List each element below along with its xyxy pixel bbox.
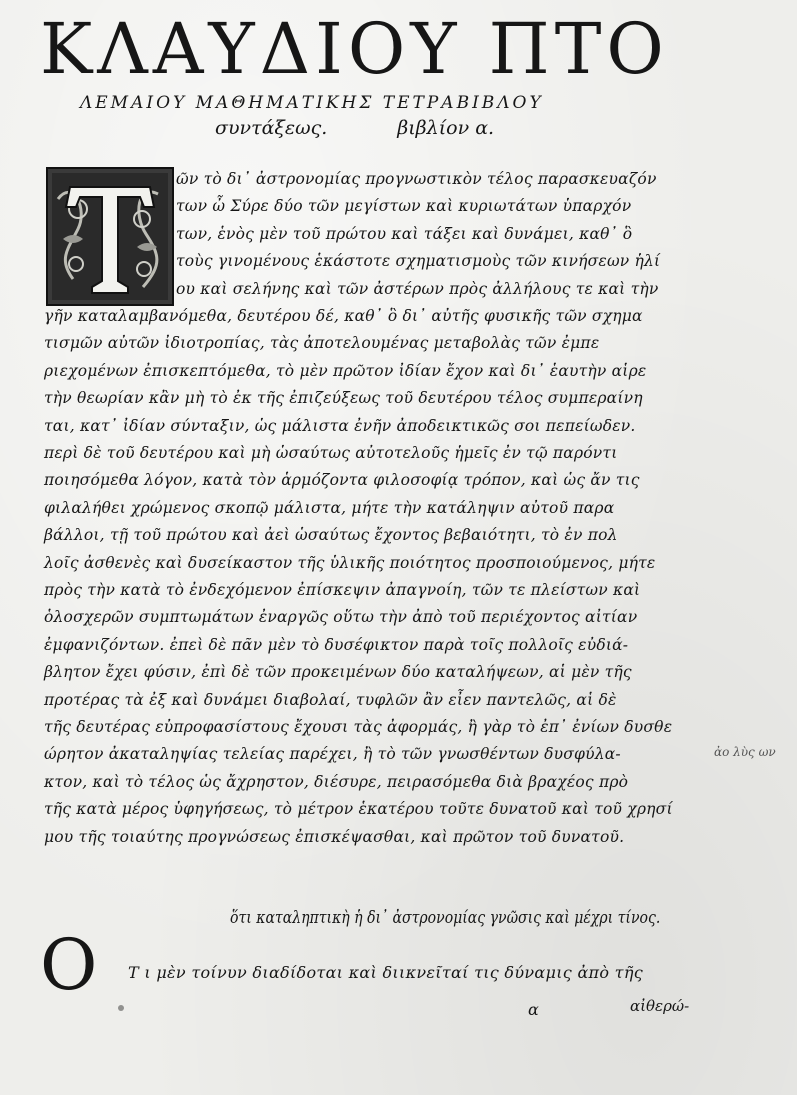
letter-glyph — [48, 169, 172, 304]
book-designation — [215, 117, 494, 139]
text-line: μου τῆς τοιαύτης προγνώσεως ἐπισκέψασθαι, καὶ πρῶτον τοῦ δυνατοῦ. — [44, 827, 625, 846]
text-line: τῆς δευτέρας εὐπροφασίστους ἔχουσι τὰς ἀφορμάς, ἢ γὰρ τὸ ἐπ᾽ ἐνίων δυσθε — [44, 718, 673, 736]
text-line: ται, κατ᾽ ἰδίαν σύνταξιν, ὡς μάλιστα ἐνῆν ἀποδεικτικῶς σοι πεπείωδεν. — [44, 416, 636, 435]
section-heading: ὅτι καταληπτικὴ ἡ δι᾽ ἀστρονομίας γνῶσις καὶ μέχρι τίνος. — [230, 908, 661, 928]
text-line: λοῖς ἀσθενὲς καὶ δυσείκαστον τῆς ὑλικῆς ποιότητος προσποιούμενος, μήτε — [44, 553, 656, 572]
text-line: ῶν τὸ δι᾽ ἀστρονομίας προγνωστικὸν τέλος παρασκευαζόν — [176, 170, 657, 188]
text-line: τισμῶν αὐτῶν ἰδιοτροπίας, τὰς ἀποτελουμένας μεταβολὰς τῶν ἐμπε — [44, 334, 600, 353]
book-word: βιβλίον α. — [397, 117, 495, 139]
text-line: πρὸς τὴν κατὰ τὸ ἐνδεχόμενον ἐπίσκεψιν ἀπαγνοίη, τῶν τε πλείστων καὶ — [44, 581, 641, 599]
text-line: κτον, καὶ τὸ τέλος ὡς ἄχρηστον, διέσυρε, πειρασόμεθα διὰ βραχέος πρὸ — [44, 772, 629, 791]
margin-note: ἀο λὺς ων — [714, 745, 776, 759]
text-line: τοὺς γινομένους ἑκάστοτε σχηματισμοὺς τῶν κινήσεων ἡλί — [176, 252, 661, 271]
text-line: τὴν θεωρίαν κἂν μὴ τὸ ἐκ τῆς ἐπιζεύξεως τοῦ δευτέρου τέλος συμπεραίνη — [44, 389, 643, 408]
text-line: περὶ δὲ τοῦ δευτέρου καὶ μὴ ὡσαύτως αὐτοτελοῦς ἡμεῖς ἐν τῷ παρόντι — [44, 444, 618, 462]
catchword: αἰθερώ- — [630, 997, 690, 1015]
text-line: προτέρας τὰ ἐξ καὶ δυνάμει διαβολαί, τυφλῶν ἂν εἶεν παντελῶς, αἱ δὲ — [44, 690, 617, 709]
decorated-initial-letter — [46, 167, 174, 306]
section-initial: Ο — [40, 924, 98, 1006]
text-line: ποιησόμεθα λόγον, κατὰ τὸν ἁρμόζοντα φιλοσοφίᾳ τρόπον, καὶ ὡς ἄν τις — [44, 471, 640, 490]
text-line: βλητον ἔχει φύσιν, ἐπὶ δὲ τῶν προκειμένων δύο καταλήψεων, αἱ μὲν τῆς — [44, 663, 632, 682]
text-line: βάλλοι, τῇ τοῦ πρώτου καὶ ἀεὶ ὡσαύτως ἔχοντος βεβαιότητι, τὸ ἐν πολ — [44, 526, 618, 545]
page-subtitle: ΛΕΜΑΙΟΥ ΜΑΘΗΜΑΤΙΚΗΣ ΤΕΤΡΑΒΙΒΛΟΥ — [80, 93, 544, 113]
signature-mark: α — [528, 1000, 539, 1019]
text-line: των, ἑνὸς μὲν τοῦ πρώτου καὶ τάξει καὶ δυνάμει, καθ᾽ ὃ — [176, 224, 633, 243]
text-line: τῆς κατὰ μέρος ὑφηγήσεως, τὸ μέτρον ἑκατέρου τοῦτε δυνατοῦ καὶ τοῦ χρησί — [44, 800, 673, 819]
syntax-word: συντάξεως. — [215, 117, 328, 139]
section-first-line: Τ ι μὲν τοίνυν διαδίδοται καὶ διικνεῖταί τις δύναμις ἀπὸ τῆς — [128, 963, 643, 982]
text-line: γῆν καταλαμβανόμεθα, δευτέρου δέ, καθ᾽ ὃ δι᾽ αὐτῆς φυσικῆς τῶν σχημα — [44, 307, 643, 325]
text-line: ώρητον ἀκαταληψίας τελείας παρέχει, ἢ τὸ τῶν γνωσθέντων δυσφύλα- — [44, 745, 621, 764]
text-line: των ὦ Σύρε δύο τῶν μεγίστων καὶ κυριωτάτων ὑπαρχόν — [176, 197, 632, 216]
page-title: ΚΛΑΥΔΙΟΥ ΠΤΟ — [40, 8, 669, 90]
text-line: ὁλοσχερῶν συμπτωμάτων ἐναργῶς οὕτω τὴν ἀπὸ τοῦ περιέχοντος αἰτίαν — [44, 608, 638, 627]
text-line: ριεχομένων ἐπισκεπτόμεθα, τὸ μὲν πρῶτον ἰδίαν ἔχον καὶ δι᾽ ἑαυτὴν αἱρε — [44, 361, 647, 380]
text-line: ἐμφανιζόντων. ἐπεὶ δὲ πᾶν μὲν τὸ δυσέφικτον παρὰ τοῖς πολλοῖς εὐδιά- — [44, 635, 629, 654]
text-line: ου καὶ σελήνης καὶ τῶν ἀστέρων πρὸς ἀλλήλους τε καὶ τὴν — [176, 279, 659, 298]
ink-spot — [118, 1005, 124, 1011]
text-line: φιλαλήθει χρώμενος σκοπῷ μάλιστα, μήτε τὴν κατάληψιν αὐτοῦ παρα — [44, 498, 615, 517]
